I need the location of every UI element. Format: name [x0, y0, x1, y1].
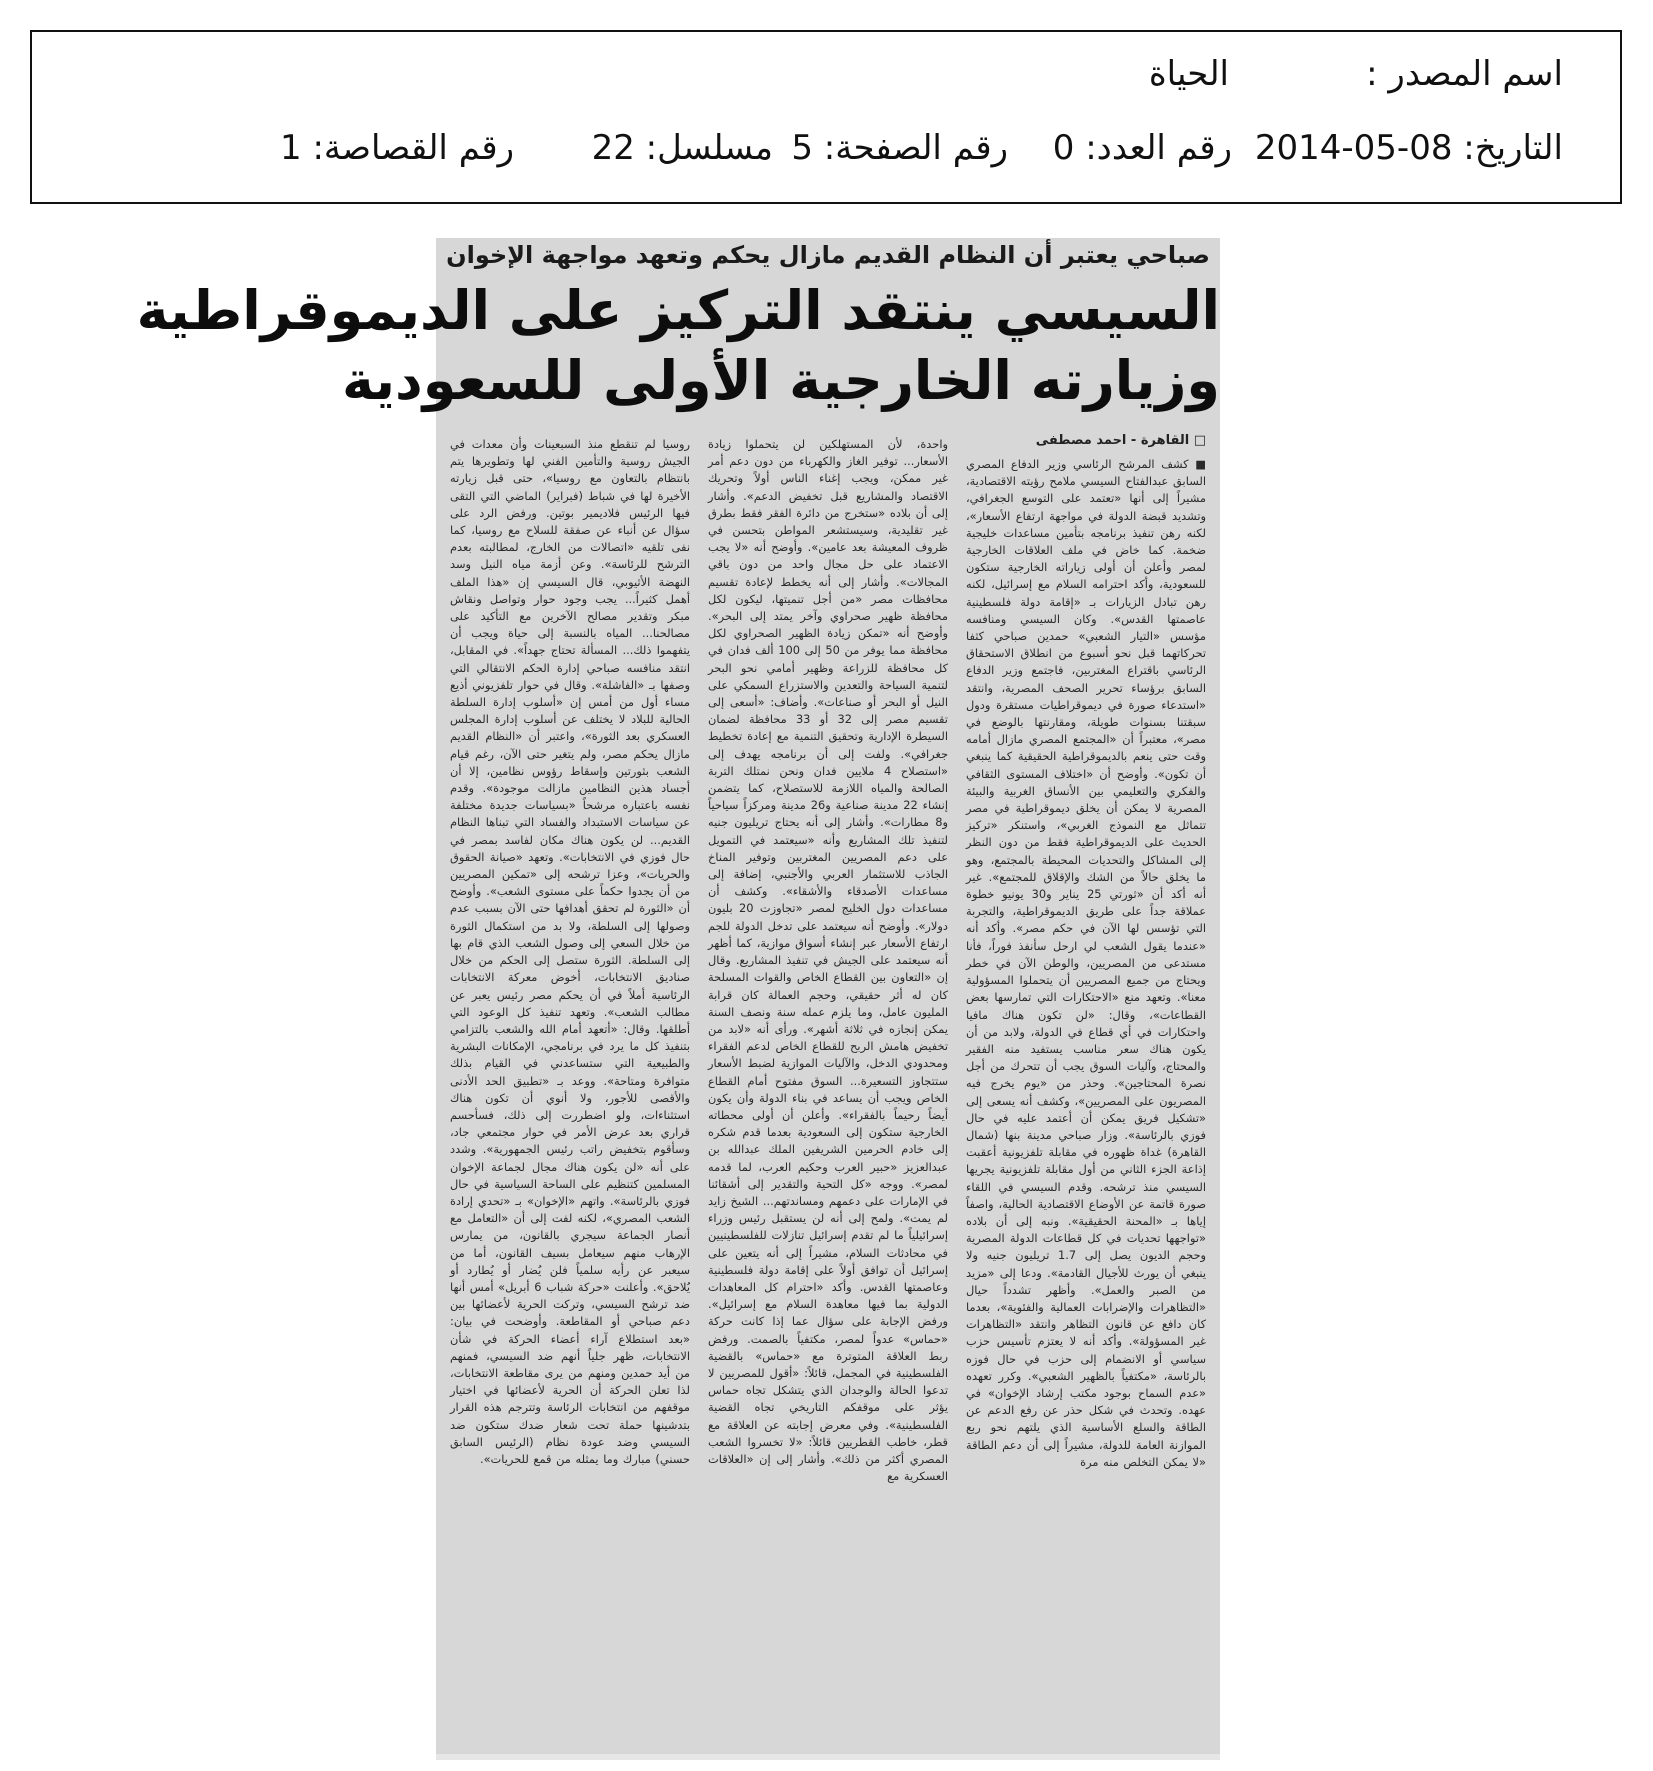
serial-field: مسلسل: 22 [591, 128, 773, 168]
clipping-info-box [30, 30, 1622, 204]
article-column-3: روسيا لم تنقطع منذ السبعينات وأن معدات في الجيش روسية والتأمين الفني لها وتطويرها يتم بانتظام بالتعاون مع روسيا»، حتى قبل زيارته الأخيرة لها في شباط (فبراير) الماضي التي التقى فيها الرئيس فلاديمير بوتين. ورفض الرد على سؤال عن أنباء عن صفقة للسلاح مع روسيا، كما نفى تلقيه «اتصالات من الخارج، لمطالبته بعدم الترشح للرئاسة». وعن أزمة مياه النيل وسد النهضة الأثيوبي، قال السيسي إن «هذا الملف أهمل كثيراً... يجب وجود حوار وتواصل ونقاش مبكر وتقدير مصالح الآخرين مع التأكيد على مصالحنا... المياه بالنسبة إلى حياة ويجب أن يتفهموا ذلك... المسألة تحتاج جهداً». في المقابل، انتقد منافسه صباحي إدارة الحكم الانتقالي التي وصفها بـ «الفاشلة». وقال في حوار تلفزيوني أذيع مساء أول من أمس إن «أسلوب إدارة السلطة الحالية للبلاد لا يختلف عن أسلوب إدارة المجلس العسكري بعد الثورة»، واعتبر أن «النظام القديم مازال يحكم مصر، ولم يتغير حتى الآن، رغم قيام الشعب بثورتين وإسقاط رؤوس نظامين، إلا أن أجساد هذين النظامين مازالت موجودة». وقدم نفسه باعتباره مرشحاً «بسياسات جديدة مختلفة عن سياسات الاستبداد والفساد التي تبناها النظام القديم... لن يكون هناك مكان لفاسد بمصر في حال فوزي في الانتخابات». وتعهد «صيانة الحقوق والحريات»، وعزا ترشحه إلى «تمكين المصريين من أن يجدوا حكماً على مستوى الشعب». وأوضح أن «الثورة لم تحقق أهدافها حتى الآن بسبب عدم وصولها إلى السلطة، ولا بد من استكمال الثورة من خلال السعي إلى وصول الشعب الذي قام بها إلى السلطة. الثورة ستصل إلى الحكم من خلال صناديق الانتخابات، أخوض معركة الانتخابات الرئاسية أملاً في أن يحكم مصر رئيس يعبر عن مطالب الشعب». وتعهد تنفيذ كل الوعود التي أطلقها. وقال: «أتعهد أمام الله والشعب بالتزامي بتنفيذ كل ما يرد في برنامجي، الإمكانات البشرية والطبيعية التي ستساعدني في القيام بذلك متوافرة ومتاحة». ووعد بـ «تطبيق الحد الأدنى والأقصى للأجور، ولا أنوي أن تكون هناك استثناءات، ولو اضطررت إلى ذلك، فسأحسم قراري بعد عرض الأمر في حوار مجتمعي جاد، وسأقوم بتخفيض راتب رئيس الجمهورية». وشدد على أنه «لن يكون هناك مجال لجماعة الإخوان المسلمين كتنظيم على الساحة السياسية في حال فوزي بالرئاسة». واتهم «الإخوان» بـ «تحدي إرادة الشعب المصري»، لكنه لفت إلى أن «التعامل مع أنصار الجماعة سيجري بالقانون، من يمارس الإرهاب منهم سيعامل بسيف القانون، أما من سيعبر عن رأيه سلمياً فلن يُضار أو يُطارد أو يُلاحق». وأعلنت «حركة شباب 6 أبريل» أمس أنها ضد ترشح السيسي، وتركت الحرية لأعضائها بين دعم صباحي أو المقاطعة. وأوضحت في بيان: «بعد استطلاع آراء أعضاء الحركة في شأن الانتخابات، ظهر جلياً أنهم ضد السيسي، فمنهم من أيد حمدين ومنهم من يرى مقاطعة الانتخابات، لذا تعلن الحركة أن الحرية لأعضائها في اختيار موقفهم من انتخابات الرئاسة وتترجم هذه القرار بتدشينها حملة تحت شعار ضدك ستكون ضد السيسي وضد عودة نظام (الرئيس السابق حسني) مبارك وما يمثله من قمع للحريات». [450, 437, 690, 1466]
date-field: التاريخ: 08-05-2014 [1254, 128, 1563, 168]
source-value: الحياة [1148, 54, 1229, 94]
clipping-bottom-edge [436, 1754, 1220, 1760]
page-number-field: رقم الصفحة: 5 [791, 128, 1008, 168]
article-byline: □ القاهرة - احمد مصطفى [1035, 433, 1206, 448]
newspaper-clipping [136, 238, 1220, 1760]
article-headline-line-2: وزيارته الخارجية الأولى للسعودية [341, 349, 1220, 412]
article-column-2: واحدة، لأن المستهلكين لن يتحملوا زيادة الأسعار... توفير الغاز والكهرباء من دون دعم أمر غير ممكن، ويجب إغناء الناس أولاً وتحريك الاقتصاد والمشاريع قبل تخفيض الدعم». وأشار إلى أن بلاده «ستخرج من دائرة الفقر فقط بطرق غير تقليدية، وسيستشعر المواطن بتحسن في ظروف المعيشة بعد عامين». وأوضح أنه «لا يجب الاعتماد على حل مجال واحد من دون باقي المجالات». وأشار إلى أنه يخطط لإعادة تقسيم محافظات مصر «من أجل تنميتها، ليكون لكل محافظة ظهير صحراوي وآخر يمتد إلى البحر». وأوضح أنه «تمكن زيادة الظهير الصحراوي لكل محافظة مما يوفر من 50 إلى 100 ألف فدان في كل محافظة للزراعة وظهير أمامي نحو البحر لتنمية السياحة والتعدين والاستزراع السمكي على النيل أو البحر أو صناعات». وأضاف: «أسعى إلى تقسيم مصر إلى 32 أو 33 محافظة لضمان السيطرة الإدارية وتحقيق التنمية مع إعادة تخطيط جغرافي». ولفت إلى أن برنامجه يهدف إلى «استصلاح 4 ملايين فدان ونحن نمتلك التربة الصالحة والمياه اللازمة للاستصلاح، كما يتضمن إنشاء 22 مدينة صناعية و26 مدينة ومركزاً سياحياً و8 مطارات». وأشار إلى أنه يحتاج تريليون جنيه لتنفيذ تلك المشاريع وأنه «سيعتمد في التمويل على دعم المصريين المغتربين وتوفير المناخ الجاذب للاستثمار العربي والأجنبي، إضافة إلى مساعدات الأصدقاء والأشقاء». وكشف أن مساعدات دول الخليج لمصر «تجاوزت 20 بليون دولار». وأوضح أنه سيعتمد على تدخل الدولة للجم ارتفاع الأسعار عبر إنشاء أسواق موازية، كما أظهر أنه سيعتمد على الجيش في تنفيذ المشاريع. وقال إن «التعاون بين القطاع الخاص والقوات المسلحة كان له أثر حقيقي، وحجم العمالة كان قرابة المليون عامل، وما يلزم عمله سنة ونصف السنة يمكن إنجازه في ثلاثة أشهر». ورأى أنه «لابد من تخفيض هامش الربح للقطاع الخاص لدعم الفقراء ومحدودي الدخل، والآليات الموازية لضبط الأسعار ستتجاوز التسعيرة... السوق مفتوح أمام القطاع الخاص ويجب أن يساعد في بناء الدولة وأن يكون أيضاً رحيماً بالفقراء». وأعلن أن أولى محطاته الخارجية ستكون إلى السعودية بعدما قدم شكره إلى خادم الحرمين الشريفين الملك عبدالله بن عبدالعزيز «حبير العرب وحكيم العرب، لما قدمه لمصر». ووجه «كل التحية والتقدير إلى أشقائنا في الإمارات على دعمهم ومساندتهم... الشيخ زايد لم يمت». ولمح إلى أنه لن يستقبل رئيس وزراء إسرائيلياً ما لم تقدم إسرائيل تنازلات للفلسطينيين في محادثات السلام، مشيراً إلى أنه يتعين على إسرائيل أن توافق أولاً على إقامة دولة فلسطينية وعاصمتها القدس. وأكد «احترام كل المعاهدات الدولية بما فيها معاهدة السلام مع إسرائيل». ورفض الإجابة على سؤال عما إذا كانت حركة «حماس» عدواً لمصر، مكتفياً بالصمت. ورفض ربط العلاقة المتوترة مع «حماس» بالقضية الفلسطينية في المجمل، قائلاً: «أقول للمصريين لا تدعوا الحالة والوجدان الذي يتشكل تجاه حماس يؤثر على موقفكم التاريخي تجاه القضية الفلسطينية». وفي معرض إجابته عن العلاقة مع قطر، خاطب القطريين قائلاً: «لا تخسروا الشعب المصري أكثر من ذلك». وأشار إلى إن «العلاقات العسكرية مع [708, 437, 949, 1484]
issue-number-field: رقم العدد: 0 [1052, 128, 1232, 168]
clipping-number-field: رقم القصاصة: 1 [280, 128, 514, 168]
article-column-1: ■ كشف المرشح الرئاسي وزير الدفاع المصري السابق عبدالفتاح السيسي ملامح رؤيته الاقتصادية، مشيراً إلى أنها «تعتمد على التوسع الجغرافي، وتشديد قبضة الدولة في مواجهة ارتفاع الأسعار»، لكنه رهن تنفيذ برنامجه بتأمين مساعدات خليجية ضخمة. كما خاض في ملف العلاقات الخارجية لمصر وأعلن أن أولى زياراته الخارجية ستكون للسعودية، وأكد احترامه السلام مع إسرائيل، لكنه رهن تبادل الزيارات بـ «إقامة دولة فلسطينية عاصمتها القدس». وكان السيسي ومنافسه مؤسس «التيار الشعبي» حمدين صباحي كثفا تحركاتهما قبل نحو أسبوع من انطلاق الاستحقاق الرئاسي باقتراع المغتربين، فاجتمع وزير الدفاع السابق برؤساء تحرير الصحف المصرية، وانتقد «استدعاء صورة في ديموقراطيات مستقرة ودول سبقتنا بسنوات طويلة، ومقارنتها بالوضع في مصر»، معتبراً أن «المجتمع المصري مازال أمامه وقت حتى ينعم بالديموقراطية الحقيقية كما ينبغي أن تكون». وأوضح أن «اختلاف المستوى الثقافي والفكري والتعليمي بين الأنساق الغربية والبيئة المصرية لا يمكن أن يخلق ديموقراطية في مصر تتماثل مع النموذج الغربي»، واستنكر «تركيز الحديث على الديموقراطية فقط من دون النظر إلى المشاكل والتحديات المحيطة بالمجتمع، وهو ما يخلق حالاً من الشك والإقلاق للمجتمع». غير أنه أكد أن «ثورتي 25 يناير و30 يونيو خطوة عملاقة جداً على طريق الديموقراطية، والتجربة التي تؤسس لها الآن في حكم مصر». وأكد أنه «عندما يقول الشعب لي ارحل سأنفذ فوراً، فأنا مستدعى من المصريين، والوطن الآن في خطر ويحتاج من جميع المصريين أن يتحملوا المسؤولية معنا». وتعهد منع «الاحتكارات التي تمارسها بعض القطاعات»، وقال: «لن تكون هناك مافيا واحتكارات في أي قطاع في الدولة، ولابد من أن يكون هناك سعر مناسب يستفيد منه الفقير والمحتاج، وآليات السوق يجب أن تتحرك من أجل نصرة المحتاجين». وحذر من «يوم يخرج فيه المصريون على المصريين»، وكشف أنه يسعى إلى «تشكيل فريق يمكن أن أعتمد عليه في حال فوزي بالرئاسة». وزار صباحي مدينة بنها (شمال القاهرة) غداة ظهوره في مقابلة تلفزيونية أعقبت إذاعة الجزء الثاني من أول مقابلة تلفزيونية يجريها السيسي منذ ترشحه. وقدم السيسي في اللقاء صورة قاتمة عن الأوضاع الاقتصادية الحالية، واصفاً إياها بـ «المحنة الحقيقية». ونبه إلى أن بلاده «تواجهها تحديات في كل قطاعات الدولة المصرية وحجم الديون يصل إلى 1.7 تريليون جنيه ولا ينبغي أن يورث للأجيال القادمة». ودعا إلى «مزيد من الصبر والعمل». وأظهر تشدداً حيال «التظاهرات والإضرابات العمالية والفئوية»، بعدما كان دافع عن قانون التظاهر وانتقد «التظاهرات غير المسؤولة». وأكد أنه لا يعتزم تأسيس حزب سياسي أو الانضمام إلى حزب في حال فوزه بالرئاسة، «مكتفياً بالظهير الشعبي». وكرر تعهده «عدم السماح بوجود مكتب إرشاد الإخوان» في عهده. وتحدث في شكل حذر عن رفع الدعم عن الطاقة والسلع الأساسية الذي يلتهم نحو ربع الموازنة العامة للدولة، مشيراً إلى أن دعم الطاقة «لا يمكن التخلص منه مرة [966, 457, 1207, 1469]
article-headline-line-1: السيسي ينتقد التركيز على الديموقراطية [136, 279, 1220, 342]
source-label: اسم المصدر : [1366, 54, 1563, 94]
article-kicker: صباحي يعتبر أن النظام القديم مازال يحكم وتعهد مواجهة الإخوان [446, 241, 1210, 269]
